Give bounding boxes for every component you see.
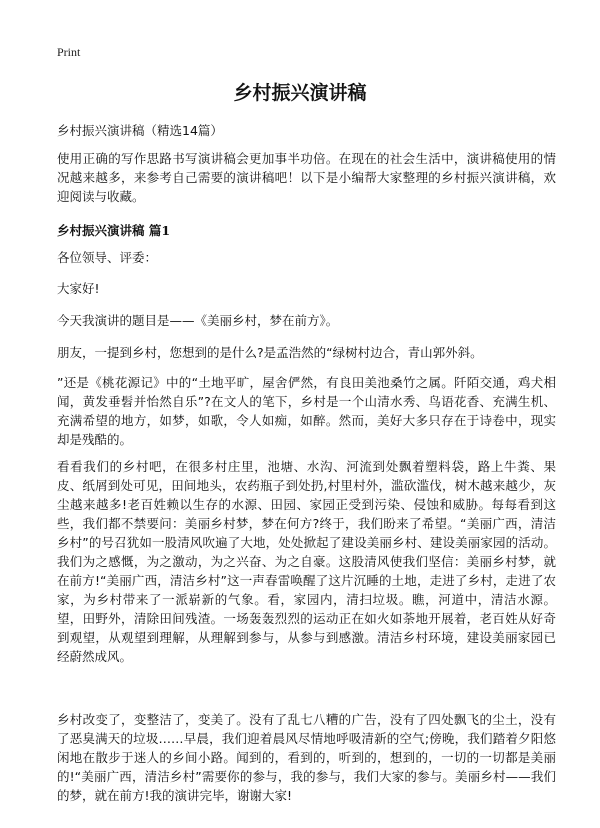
intro-paragraph: 使用正确的写作思路书写演讲稿会更加事半功倍。在现在的社会生活中，演讲稿使用的情况越来越多，来参考自己需要的演讲稿吧！以下是小编帮大家整理的乡村振兴演讲稿，欢迎阅读与收藏。 bbox=[57, 151, 556, 204]
hello-paragraph: 大家好! bbox=[57, 281, 100, 296]
topic-paragraph: 今天我演讲的题目是——《美丽乡村，梦在前方》。 bbox=[57, 313, 339, 328]
page-title: 乡村振兴演讲稿 bbox=[233, 82, 367, 104]
greeting-paragraph: 各位领导、评委： bbox=[57, 250, 158, 265]
print-link[interactable]: Print bbox=[57, 45, 81, 59]
section-title: 乡村振兴演讲稿 篇1 bbox=[57, 223, 171, 238]
rural-question-paragraph: 朋友，一提到乡村，您想到的是什么?是孟浩然的“绿树村边合，青山郭外斜。 bbox=[57, 345, 483, 360]
village-reality-paragraph: 看看我们的乡村吧，在很多村庄里，池塘、水沟、河流到处飘着塑料袋，路上牛粪、果皮、纸屑到处可见，田间地头，农药瓶子到处扔,村里村外，滥砍滥伐，树木越来越少，灰尘越来越多!老百姓赖以生存的水源、田园、家园正受到污染、侵蚀和威胁。每每看到这些，我们都不禁要问：美丽乡村梦，梦在何方?终于，我们盼来了希望。“美丽广西，清洁乡村”的号召犹如一股清风吹遍了大地，处处掀起了建设美丽乡村、建设美丽家园的活动。我们为之感慨，为之激动，为之兴奋、为之自豪。这股清风使我们坚信：美丽乡村梦，就在前方!“美丽广西，清洁乡村”这一声春雷唤醒了这片沉睡的土地，走进了乡村，走进了农家，为乡村带来了一派崭新的气象。看，家园内，清扫垃圾。瞧，河道中，清洁水源。望，田野外，清除田间残渣。一场轰轰烈烈的运动正在如火如荼地开展着，老百姓从好奇到观望，从观望到理解，从理解到参与，从参与到感激。清洁乡村环境，建设美丽家园已经蔚然成风。 bbox=[57, 459, 556, 664]
village-change-paragraph: 乡村改变了，变整洁了，变美了。没有了乱七八糟的广告，没有了四处飘飞的尘土，没有了恶臭满天的垃圾……早晨，我们迎着晨风尽情地呼吸清新的空气;傍晚，我们踏着夕阳悠闲地在散步于迷人的乡间小路。闻到的，看到的，听到的，想到的，一切的一切都是美丽的!“美丽广西，清洁乡村”需要你的参与，我的参与，我们大家的参与。美丽乡村——我们的梦，就在前方!我的演讲完毕，谢谢大家! bbox=[57, 712, 556, 803]
peach-blossom-paragraph: ”还是《桃花源记》中的“土地平旷，屋舍俨然，有良田美池桑竹之属。阡陌交通，鸡犬相闻，黄发垂髫并怡然自乐”?在文人的笔下，乡村是一个山清水秀、鸟语花香、充满生机、充满希望的地方，如梦，如歌，令人如痴，如醉。然而，美好大多只存在于诗卷中，现实却是残酷的。 bbox=[57, 375, 556, 447]
document-subtitle: 乡村振兴演讲稿（精选14篇） bbox=[57, 123, 223, 138]
